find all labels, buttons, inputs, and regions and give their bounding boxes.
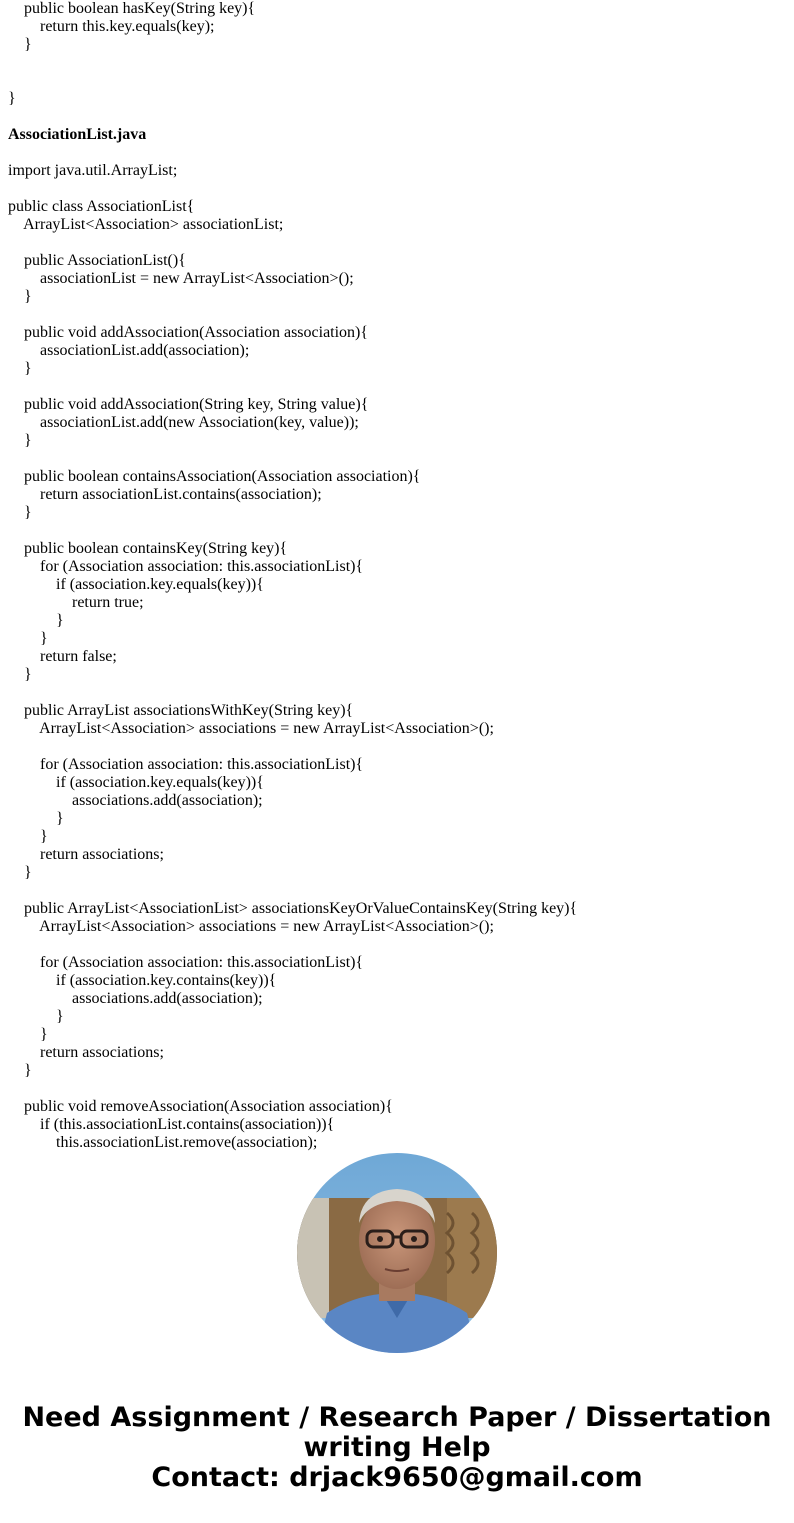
code-line: public void addAssociation(Association association){ <box>8 324 369 341</box>
code-line: this.associationList.remove(association); <box>8 1134 318 1151</box>
code-line: if (association.key.equals(key)){ <box>8 576 264 593</box>
code-line: } <box>8 36 32 53</box>
code-line: } <box>8 90 16 107</box>
code-line: for (Association association: this.associationList){ <box>8 954 364 971</box>
code-line: } <box>8 666 32 683</box>
code-line: associationList = new ArrayList<Association>(); <box>8 270 354 287</box>
code-line <box>8 738 788 756</box>
code-line: return true; <box>8 594 144 611</box>
spacer <box>8 144 788 162</box>
code-line: associationList.add(association); <box>8 342 250 359</box>
code-line: for (Association association: this.associationList){ <box>8 756 364 773</box>
code-line <box>8 378 788 396</box>
code-line: associationList.add(new Association(key, value)); <box>8 414 359 431</box>
code-line <box>8 450 788 468</box>
code-line: return associations; <box>8 1044 164 1061</box>
code-line: } <box>8 1026 48 1043</box>
code-line <box>8 180 788 198</box>
code-line: } <box>8 810 64 827</box>
code-line: } <box>8 288 32 305</box>
code-line: if (this.associationList.contains(association)){ <box>8 1116 335 1133</box>
code-line <box>8 882 788 900</box>
code-line: for (Association association: this.associationList){ <box>8 558 364 575</box>
code-line <box>8 72 788 90</box>
code-line: } <box>8 828 48 845</box>
code-block <box>8 162 788 1152</box>
spacer <box>8 108 788 126</box>
code-line: return associationList.contains(association); <box>8 486 322 503</box>
code-line: return false; <box>8 648 117 665</box>
portrait-image <box>297 1153 497 1353</box>
code-line: public boolean containsAssociation(Association association){ <box>8 468 421 485</box>
code-line: } <box>8 630 48 647</box>
code-line: if (association.key.equals(key)){ <box>8 774 264 791</box>
author-photo <box>297 1153 497 1353</box>
code-line: } <box>8 612 64 629</box>
code-line: } <box>8 864 32 881</box>
code-line <box>8 522 788 540</box>
code-line: public void addAssociation(String key, String value){ <box>8 396 369 413</box>
code-line: return this.key.equals(key); <box>8 18 215 35</box>
code-line: associations.add(association); <box>8 990 263 1007</box>
code-line: } <box>8 1062 32 1079</box>
code-line: return associations; <box>8 846 164 863</box>
code-line: public class AssociationList{ <box>8 198 195 215</box>
code-line <box>8 306 788 324</box>
code-line <box>8 234 788 252</box>
code-line <box>8 1080 788 1098</box>
code-line: public boolean hasKey(String key){ <box>8 0 256 17</box>
code-line: import java.util.ArrayList; <box>8 162 178 179</box>
footer-line-1: Need Assignment / Research Paper / Dissertation <box>22 1402 772 1433</box>
footer-contact: Contact: drjack9650@gmail.com <box>151 1462 643 1493</box>
code-line: } <box>8 360 32 377</box>
code-line: ArrayList<Association> associationList; <box>8 216 284 233</box>
code-line: ArrayList<Association> associations = new ArrayList<Association>(); <box>8 720 494 737</box>
code-line: public boolean containsKey(String key){ <box>8 540 288 557</box>
previous-code-tail <box>8 0 788 108</box>
code-line: public AssociationList(){ <box>8 252 186 269</box>
code-line <box>8 936 788 954</box>
code-line: public ArrayList<AssociationList> associationsKeyOrValueContainsKey(String key){ <box>8 900 578 917</box>
code-line: } <box>8 504 32 521</box>
code-line: if (association.key.contains(key)){ <box>8 972 277 989</box>
code-line: ArrayList<Association> associations = new ArrayList<Association>(); <box>8 918 494 935</box>
code-line: } <box>8 432 32 449</box>
code-line: associations.add(association); <box>8 792 263 809</box>
code-line <box>8 684 788 702</box>
code-line: public void removeAssociation(Association association){ <box>8 1098 393 1115</box>
file-title: AssociationList.java <box>8 126 147 143</box>
code-line: } <box>8 1008 64 1025</box>
contact-banner <box>0 1403 794 1493</box>
footer-line-2: writing Help <box>303 1432 491 1463</box>
code-line <box>8 54 788 72</box>
code-line: public ArrayList associationsWithKey(String key){ <box>8 702 354 719</box>
code-document <box>8 0 788 1152</box>
